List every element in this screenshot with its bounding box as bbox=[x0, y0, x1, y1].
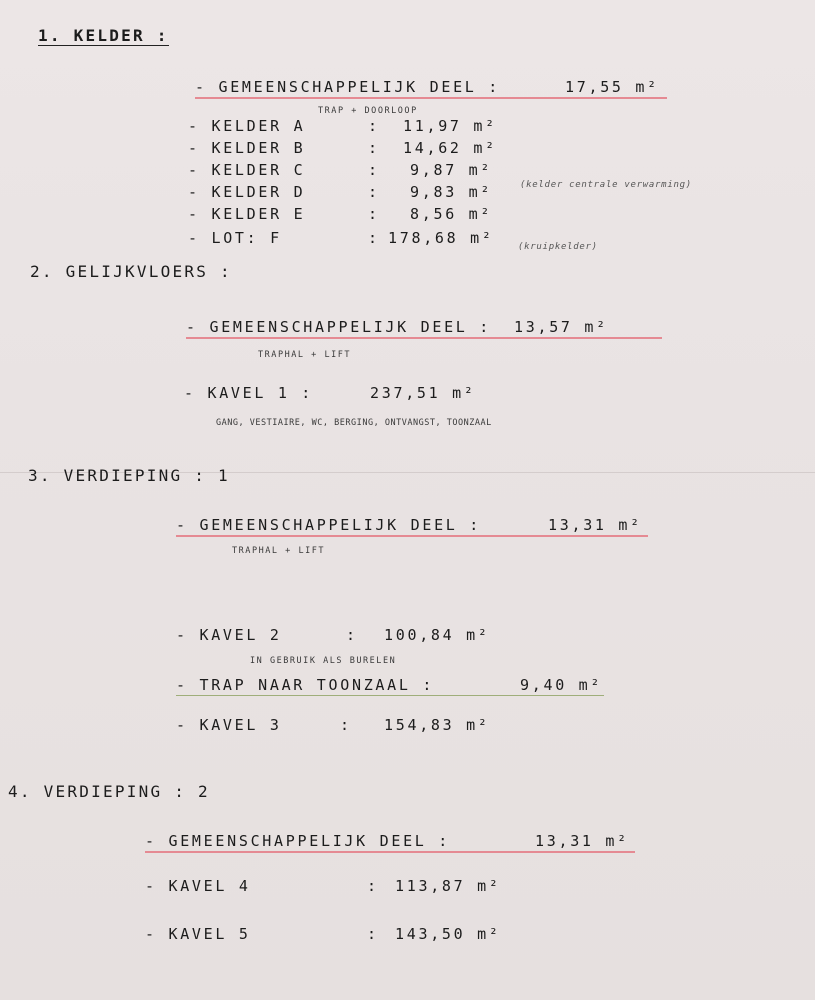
s1-item-a: - KELDER A : 11,97 m² bbox=[188, 117, 497, 135]
s1-item-d: - KELDER D : 9,83 m² bbox=[188, 183, 493, 201]
s1-common-value: 17,55 m² bbox=[565, 78, 659, 96]
s2-common-value: 13,57 m² bbox=[514, 318, 608, 336]
s3-trap-row bbox=[176, 676, 604, 696]
section-4-title: 4. VERDIEPING : 2 bbox=[8, 782, 210, 801]
s2-kavel1: - KAVEL 1 : 237,51 m² bbox=[184, 384, 476, 402]
s4-common-value: 13,31 m² bbox=[535, 832, 629, 850]
s1-common-sub: TRAP + DOORLOOP bbox=[318, 106, 418, 116]
section-3-title: 3. VERDIEPING : 1 bbox=[28, 466, 230, 485]
s3-trap-value: 9,40 m² bbox=[520, 676, 603, 694]
s2-common-label: - GEMEENSCHAPPELIJK DEEL : bbox=[186, 318, 491, 336]
s3-kavel2: - KAVEL 2 : 100,84 m² bbox=[176, 626, 490, 644]
s3-kavel3: - KAVEL 3 : 154,83 m² bbox=[176, 716, 490, 734]
s1-item-c: - KELDER C : 9,87 m² bbox=[188, 161, 493, 179]
s1-note-f: (kruipkelder) bbox=[518, 242, 598, 252]
s3-common-row bbox=[176, 516, 648, 537]
s1-common-label: - GEMEENSCHAPPELIJK DEEL : bbox=[195, 78, 500, 96]
s3-trap-label: - TRAP NAAR TOONZAAL : bbox=[176, 676, 435, 694]
s4-common-label: - GEMEENSCHAPPELIJK DEEL : bbox=[145, 832, 450, 850]
section-2-title: 2. GELIJKVLOERS : bbox=[30, 262, 232, 281]
s2-common-row bbox=[186, 318, 662, 339]
section-1-title: 1. KELDER : bbox=[38, 26, 169, 45]
s1-common-row bbox=[195, 78, 667, 99]
s1-note-c: (kelder centrale verwarming) bbox=[520, 180, 692, 190]
s4-kavel4: - KAVEL 4 : 113,87 m² bbox=[145, 877, 501, 895]
s3-common-label: - GEMEENSCHAPPELIJK DEEL : bbox=[176, 516, 481, 534]
s3-common-sub: TRAPHAL + LIFT bbox=[232, 546, 326, 556]
s3-common-value: 13,31 m² bbox=[548, 516, 642, 534]
s4-common-row bbox=[145, 832, 635, 853]
s1-item-b: - KELDER B : 14,62 m² bbox=[188, 139, 497, 157]
s1-item-f: - LOT: F : 178,68 m² bbox=[188, 229, 494, 247]
s2-common-sub: TRAPHAL + LIFT bbox=[258, 350, 352, 360]
s4-kavel5: - KAVEL 5 : 143,50 m² bbox=[145, 925, 501, 943]
s3-kavel2-sub: IN GEBRUIK ALS BURELEN bbox=[250, 656, 397, 666]
s1-item-e: - KELDER E : 8,56 m² bbox=[188, 205, 493, 223]
s2-kavel1-sub: GANG, VESTIAIRE, WC, BERGING, ONTVANGST, TOONZAAL bbox=[216, 418, 492, 428]
